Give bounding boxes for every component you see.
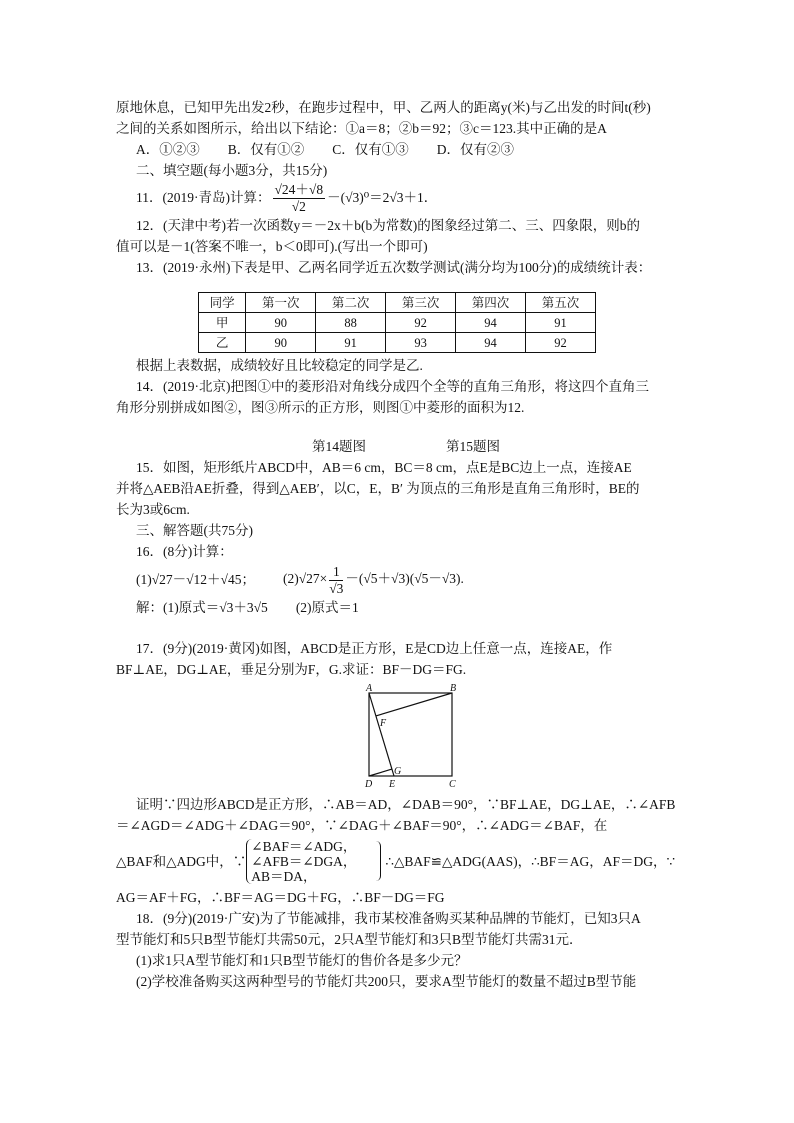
table-cell: 甲 [199, 313, 246, 333]
label-a: A [366, 682, 373, 694]
table-cell: 90 [246, 313, 316, 333]
q16-numerator: 1 [329, 564, 343, 581]
q12-line1: 12．(天津中考)若一次函数y＝－2x＋b(b为常数)的图象经过第二、三、四象限，则b的 [136, 218, 640, 234]
label-d: D [365, 778, 373, 790]
segment-bf [376, 693, 452, 716]
q10-line1: 原地休息，已知甲先出发2秒，在跑步过程中，甲、乙两人的距离y(米)与乙出发的时间t(秒) [116, 100, 651, 115]
q16-part2-b: －(√5＋√3)(√5－√3). [345, 571, 464, 587]
table-cell: 92 [386, 313, 456, 333]
figure-captions [116, 436, 680, 457]
q11-fraction [273, 182, 326, 215]
table-header-row [199, 293, 596, 313]
table-cell: 94 [456, 333, 526, 353]
q11-numerator: √24＋√8 [274, 182, 324, 198]
table-row [199, 313, 596, 333]
section2-heading: 二、填空题(每小题3分，共15分) [136, 163, 328, 178]
table-row [199, 333, 596, 353]
label-b: B [450, 682, 457, 694]
label-f: F [380, 717, 387, 729]
q11-suffix: －(√3)⁰＝2√3＋1． [327, 190, 438, 205]
q15-line1: 15．如图，矩形纸片ABCD中，AB＝6 cm，BC＝8 cm，点E是BC边上一点，连接AE [136, 460, 632, 476]
q16-part1: (1)√27－√12＋√45； [136, 571, 255, 587]
q16-denominator: √3 [329, 580, 344, 596]
q10-option-c: C．仅有①③ [332, 142, 409, 157]
q13-answer: 根据上表数据，成绩较好且比较稳定的同学是乙. [136, 358, 423, 374]
q10-options [116, 139, 680, 160]
q16-title: 16．(8分)计算： [136, 544, 233, 560]
q12-line2: 值可以是－1(答案不唯一，b＜0即可).(写出一个即可) [116, 239, 428, 255]
q16-answers [116, 597, 680, 618]
q18-line1: 18．(9分)(2019·广安)为了节能减排，我市某校准备购买某种品牌的节能灯，已知3只A [136, 910, 641, 926]
header-cell: 第一次 [246, 293, 316, 313]
q10-option-a: A．①②③ [136, 142, 200, 157]
proof-line3-b: ∴△BAF≌△ADG(AAS)，∴BF＝AG，AF＝DG，∵ [385, 853, 676, 869]
q10-option-b: B．仅有①② [227, 142, 305, 157]
score-table [198, 292, 596, 353]
q16-part2-a: (2)√27× [282, 571, 328, 587]
proof-line3-a: △BAF和△ADG中，∵ [116, 853, 247, 869]
caption-fig14: 第14题图 [312, 439, 366, 455]
caption-fig15: 第15题图 [446, 439, 500, 455]
proof-line4: AG＝AF＋FG，∴BF＝AG＝DG＋FG，∴BF－DG＝FG [116, 889, 445, 905]
proof-line3 [116, 839, 680, 884]
q13-line1: 13．(2019·永州)下表是甲、乙两名同学近五次数学测试(满分均为100分)的成绩统计表： [136, 260, 652, 276]
section3-heading: 三、解答题(共75分) [136, 523, 253, 539]
table-cell: 91 [316, 333, 386, 353]
q16-parts [116, 562, 680, 596]
q16-fraction [329, 564, 343, 597]
table-cell: 94 [456, 313, 526, 333]
q18-part1: (1)求1只A型节能灯和1只B型节能灯的售价各是多少元？ [136, 952, 468, 968]
header-cell: 同学 [199, 293, 246, 313]
table-cell: 88 [316, 313, 386, 333]
document-body [116, 0, 680, 992]
q17-line2: BF⊥AE，DG⊥AE，垂足分别为F，G.求证：BF－DG＝FG. [116, 661, 467, 677]
q11 [116, 181, 680, 215]
label-e: E [389, 778, 396, 790]
q10-line2: 之间的关系如图所示，给出以下结论：①a＝8；②b＝92；③c＝123.其中正确的是A [116, 121, 607, 136]
q17-line1: 17．(9分)(2019·黄冈)如图，ABCD是正方形，E是CD边上任意一点，连接AE，作 [136, 640, 613, 656]
condition-3: AB＝DA， [251, 868, 317, 884]
table-cell: 90 [246, 333, 316, 353]
header-cell: 第四次 [456, 293, 526, 313]
q18-part2: (2)学校准备购买这两种型号的节能灯共200只，要求A型节能灯的数量不超过B型节能 [136, 973, 637, 989]
segment-ae [369, 693, 394, 776]
condition-2: ∠AFB＝∠DGA， [251, 853, 357, 869]
q18-line2: 型节能灯和5只B型节能灯共需50元，2只A型节能灯和3只B型节能灯共需31元． [116, 931, 583, 947]
table-cell: 乙 [199, 333, 246, 353]
equation-system [246, 839, 356, 884]
q16-answer2: (2)原式＝1 [295, 599, 359, 615]
header-cell: 第三次 [386, 293, 456, 313]
header-cell: 第五次 [525, 293, 595, 313]
q15-line3: 长为3或6cm. [116, 502, 190, 518]
q15-line2: 并将△AEB沿AE折叠，得到△AEB′，以C，E，B′ 为顶点的三角形是直角三角形时，BE的 [116, 481, 640, 497]
q11-denominator: √2 [291, 199, 306, 215]
proof-line1: 证明∵四边形ABCD是正方形，∴AB＝AD，∠DAB＝90°，∵BF⊥AE，DG⊥AE，∴∠AFB [136, 796, 676, 812]
square-figure [355, 682, 475, 794]
header-cell: 第二次 [316, 293, 386, 313]
q10-option-d: D．仅有②③ [436, 142, 515, 157]
q16-answer1: 解：(1)原式＝√3＋3√5 [136, 599, 268, 615]
q14-line2: 角形分别拼成如图②，图③所示的正方形，则图①中菱形的面积为12. [116, 400, 525, 416]
table-cell: 92 [525, 333, 595, 353]
proof-line2: ＝∠AGD＝∠ADG＋∠DAG＝90°，∵∠DAG＋∠BAF＝90°，∴∠ADG＝∠BAF，在 [116, 817, 608, 833]
label-c: C [449, 778, 456, 790]
table-cell: 93 [386, 333, 456, 353]
brace-close [376, 841, 381, 881]
q16-part2 [283, 562, 464, 596]
q11-prefix: 11．(2019·青岛)计算： [136, 190, 271, 205]
table-cell: 91 [525, 313, 595, 333]
label-g: G [394, 765, 402, 777]
segment-dg [369, 769, 392, 776]
condition-1: ∠BAF＝∠ADG， [251, 838, 357, 854]
q14-line1: 14．(2019·北京)把图①中的菱形沿对角线分成四个全等的直角三角形，将这四个直角三 [136, 379, 649, 395]
